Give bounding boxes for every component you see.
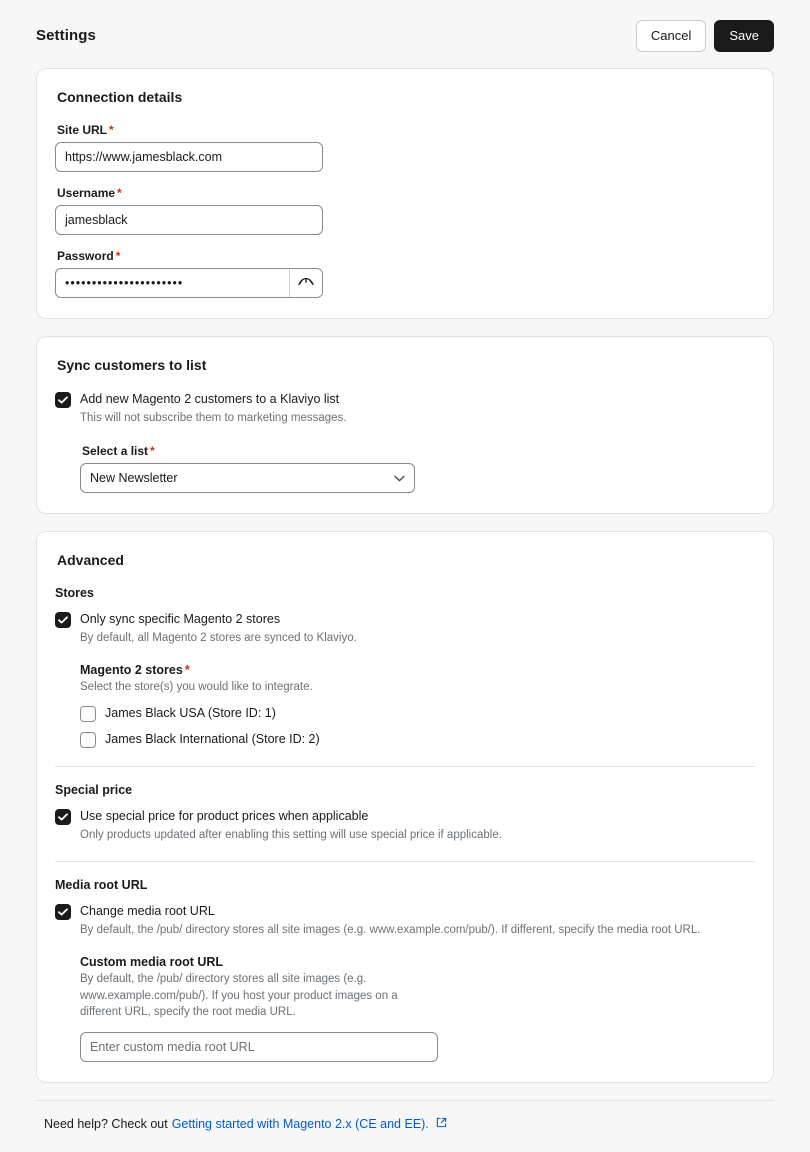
site-url-input[interactable] xyxy=(55,142,323,172)
eye-icon[interactable] xyxy=(289,269,322,297)
footer-text: Need help? Check out xyxy=(44,1116,168,1131)
site-url-label-text: Site URL xyxy=(57,122,108,137)
sync-customers-checkbox-help: This will not subscribe them to marketing messages. xyxy=(80,411,347,424)
store-checkbox-row-2[interactable] xyxy=(80,731,755,748)
footer-help xyxy=(36,1100,774,1151)
required-indicator: * xyxy=(184,662,190,677)
checkmark-icon[interactable] xyxy=(55,904,71,920)
advanced-title: Advanced xyxy=(57,552,124,569)
required-indicator: * xyxy=(115,248,121,263)
header-actions xyxy=(636,20,774,52)
page-title: Settings xyxy=(36,27,96,45)
select-a-list-wrap xyxy=(80,463,415,493)
only-sync-stores-label: Only sync specific Magento 2 stores xyxy=(80,612,281,627)
stores-section-label: Stores xyxy=(55,586,94,601)
checkmark-icon[interactable] xyxy=(55,392,71,408)
only-sync-stores-text xyxy=(80,611,357,647)
change-media-root-checkbox-row[interactable] xyxy=(55,903,755,939)
only-sync-stores-help: By default, all Magento 2 stores are synced to Klaviyo. xyxy=(80,632,357,645)
custom-media-root-input[interactable] xyxy=(80,1032,438,1062)
checkmark-icon[interactable] xyxy=(55,809,71,825)
connection-details-title: Connection details xyxy=(57,88,183,105)
password-field xyxy=(55,249,755,298)
username-field xyxy=(55,186,755,235)
advanced-card xyxy=(36,531,774,1083)
password-input-group xyxy=(55,268,323,298)
connection-details-card xyxy=(36,68,774,319)
site-url-label xyxy=(57,123,755,137)
cancel-button[interactable]: Cancel xyxy=(636,20,706,52)
checkbox-icon[interactable] xyxy=(80,732,96,748)
divider xyxy=(55,766,755,767)
password-label-text: Password xyxy=(57,248,114,263)
special-price-checkbox-row[interactable] xyxy=(55,808,755,844)
external-link-icon xyxy=(436,1117,447,1131)
store-label-1: James Black USA (Store ID: 1) xyxy=(105,706,276,721)
select-a-list-label xyxy=(82,444,755,458)
username-input[interactable] xyxy=(55,205,323,235)
divider xyxy=(55,861,755,862)
special-price-label: Use special price for product prices when applicable xyxy=(80,808,369,823)
sync-customers-card xyxy=(36,336,774,515)
sync-customers-title: Sync customers to list xyxy=(57,356,207,373)
custom-media-root-help: By default, the /pub/ directory stores all site images (e.g. www.example.com/pub/). If you host your product images on a different URL, specify the root media URL. xyxy=(80,972,398,1019)
magento-stores-label xyxy=(80,663,755,677)
magento-stores-help: Select the store(s) you would like to integrate. xyxy=(80,680,313,693)
required-indicator: * xyxy=(109,122,114,137)
select-a-list-dropdown[interactable] xyxy=(80,463,415,493)
change-media-root-text xyxy=(80,903,700,939)
special-price-text xyxy=(80,808,502,844)
magento-stores-label-text: Magento 2 stores xyxy=(80,662,183,677)
change-media-root-label: Change media root URL xyxy=(80,904,215,919)
checkbox-icon[interactable] xyxy=(80,706,96,722)
select-a-list-field xyxy=(80,444,755,493)
only-sync-stores-checkbox-row[interactable] xyxy=(55,611,755,647)
checkmark-icon[interactable] xyxy=(55,612,71,628)
site-url-field xyxy=(55,123,755,172)
password-input[interactable] xyxy=(56,269,289,297)
page-header xyxy=(36,0,774,68)
sync-customers-checkbox-row[interactable] xyxy=(55,391,755,427)
save-button[interactable]: Save xyxy=(714,20,774,52)
store-checkbox-row-1[interactable] xyxy=(80,705,755,722)
special-price-help: Only products updated after enabling this setting will use special price if applicable. xyxy=(80,828,502,841)
magento-stores-group xyxy=(80,663,755,748)
special-price-section-label: Special price xyxy=(55,782,133,797)
password-label xyxy=(57,249,755,263)
username-label xyxy=(57,186,755,200)
media-root-section-label: Media root URL xyxy=(55,878,148,893)
sync-customers-checkbox-label: Add new Magento 2 customers to a Klaviyo list xyxy=(80,391,340,406)
select-a-list-label-text: Select a list xyxy=(82,444,149,459)
username-label-text: Username xyxy=(57,185,116,200)
required-indicator: * xyxy=(150,444,155,459)
custom-media-root-group xyxy=(80,955,755,1062)
required-indicator: * xyxy=(117,185,122,200)
custom-media-root-label: Custom media root URL xyxy=(80,954,224,969)
getting-started-link[interactable]: Getting started with Magento 2.x (CE and EE). xyxy=(171,1116,429,1131)
select-a-list-value: New Newsletter xyxy=(90,471,178,486)
store-label-2: James Black International (Store ID: 2) xyxy=(105,732,320,747)
sync-customers-checkbox-text xyxy=(80,391,347,427)
change-media-root-help: By default, the /pub/ directory stores all site images (e.g. www.example.com/pub/). If different, specify the media root URL. xyxy=(80,924,701,937)
